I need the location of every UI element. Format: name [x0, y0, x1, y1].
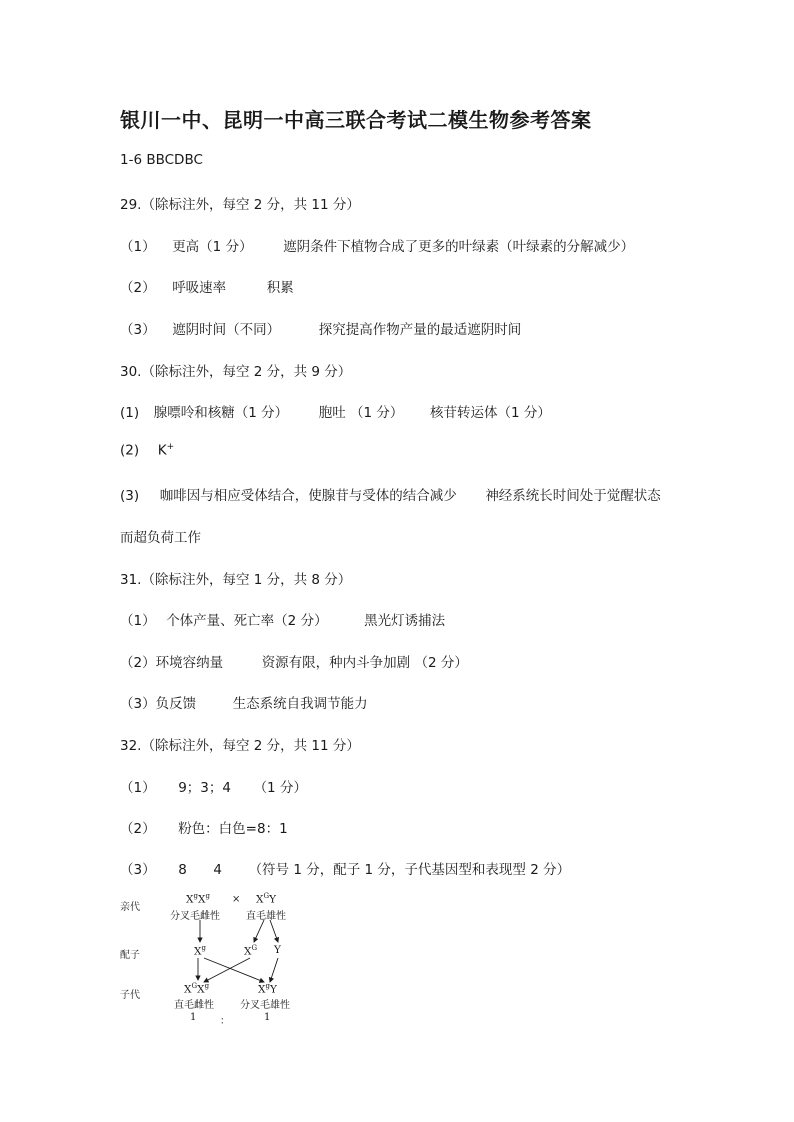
- answer-text: 核苷转运体（1 分）: [429, 405, 551, 421]
- gamete-xg: [194, 944, 206, 958]
- page-title: 银川一中、昆明一中高三联合考试二模生物参考答案: [120, 108, 592, 132]
- parent-male-phenotype: 直毛雄性: [246, 911, 286, 922]
- answer-text: （2）环境容纳量: [120, 655, 224, 671]
- ratio-left: 1: [190, 1012, 197, 1023]
- allele-sup: g: [205, 892, 210, 900]
- answer-number: (1): [120, 405, 140, 421]
- answer-text: 咖啡因与相应受体结合，使腺苷与受体的结合减少: [159, 488, 457, 504]
- answer-text: 个体产量、死亡率（2 分）: [166, 613, 328, 629]
- answer-text: 神经系统长时间处于觉醒状态: [485, 488, 661, 504]
- allele: X: [258, 983, 266, 996]
- answer-text: 积累: [266, 280, 294, 296]
- allele-sup: g: [201, 944, 206, 952]
- allele: Y: [269, 983, 277, 996]
- allele: Y: [269, 893, 277, 906]
- allele-sup: g: [265, 982, 270, 990]
- q30-answer-1: [120, 401, 551, 421]
- answer-number: (3): [120, 488, 140, 504]
- parent-female-phenotype: 分叉毛雌性: [170, 911, 220, 922]
- offspring-female-genotype: [184, 982, 209, 996]
- answer-text: 呼吸速率: [172, 280, 227, 296]
- offspring-male-genotype: [258, 982, 277, 996]
- arrow-gamete-offspring-3: [204, 958, 250, 982]
- arrow-gamete-offspring-4: [270, 958, 278, 982]
- label-gamete: 配子: [120, 950, 140, 961]
- answer-text: 腺嘌呤和核糖（1 分）: [153, 405, 289, 421]
- ratio-colon: ：: [220, 1016, 230, 1027]
- q30-answer-2: [120, 442, 174, 459]
- answer-text: （3）负反馈: [120, 696, 197, 712]
- answer-text: 遮阴时间（不同）: [172, 322, 281, 338]
- cross-symbol: ×: [232, 894, 241, 905]
- answer-text: K: [157, 442, 167, 459]
- superscript: +: [166, 442, 175, 452]
- allele: X: [197, 893, 206, 906]
- answer-text: 4: [213, 862, 222, 878]
- q31-answer-3: [120, 692, 368, 712]
- allele-sup: G: [251, 944, 258, 952]
- answer-number: （2）: [120, 821, 156, 837]
- q29-answer-1: [120, 235, 634, 255]
- q29-header: 29.（除标注外，每空 2 分，共 11 分）: [120, 197, 360, 213]
- q31-answer-2: [120, 651, 468, 671]
- answer-number: (2): [120, 442, 140, 459]
- answer-text: 探究提高作物产量的最适遮阴时间: [318, 322, 522, 338]
- arrow-male-gamete-xg: [254, 920, 264, 942]
- label-parent: 亲代: [120, 902, 140, 913]
- q29-answer-3: [120, 318, 521, 338]
- answer-text: 更高（1 分）: [172, 239, 253, 255]
- ratio-right: 1: [264, 1012, 271, 1023]
- answer-number: （1）: [120, 613, 156, 629]
- q32-answer-1: [120, 776, 307, 796]
- q29-answer-2: [120, 276, 294, 296]
- choice-answers: 1-6 BBCDBC: [120, 152, 203, 168]
- answer-text: （1 分）: [253, 780, 307, 796]
- allele: X: [244, 945, 252, 958]
- q30-answer-3: [120, 484, 661, 504]
- allele-sup: G: [263, 892, 270, 900]
- parent-male-genotype: [256, 892, 276, 906]
- allele-sup: g: [193, 892, 198, 900]
- q32-header: 32.（除标注外，每空 2 分，共 11 分）: [120, 738, 360, 754]
- answer-text: 粉色：白色=8：1: [178, 821, 288, 837]
- answer-text: 生态系统自我调节能力: [232, 696, 368, 712]
- gamete-y: Y: [274, 944, 281, 956]
- allele: X: [256, 893, 264, 906]
- answer-text: 黑光灯诱捕法: [364, 613, 446, 629]
- answer-text: 资源有限，种内斗争加剧 （2 分）: [261, 655, 468, 671]
- answer-number: （1）: [120, 239, 156, 255]
- offspring-male-phenotype: 分叉毛雄性: [240, 1000, 290, 1011]
- q30-header: 30.（除标注外，每空 2 分，共 9 分）: [120, 364, 352, 380]
- allele: X: [194, 945, 202, 958]
- allele-sup: g: [204, 982, 210, 990]
- allele: X: [197, 983, 205, 996]
- answer-text: 9；3；4: [178, 780, 231, 796]
- answer-text: 遮阴条件下植物合成了更多的叶绿素（叶绿素的分解减少）: [283, 239, 635, 255]
- answer-text: （符号 1 分，配子 1 分，子代基因型和表现型 2 分）: [248, 862, 571, 878]
- arrow-male-gamete-y: [270, 920, 278, 942]
- q32-answer-3: [120, 858, 570, 878]
- allele: X: [184, 983, 192, 996]
- answer-number: （2）: [120, 280, 156, 296]
- q31-answer-1: [120, 609, 445, 629]
- answer-number: （1）: [120, 780, 156, 796]
- genetic-cross-diagram: [118, 890, 318, 1030]
- answer-text: 胞吐 （1 分）: [318, 405, 404, 421]
- gamete-xG: [244, 944, 257, 958]
- q31-header: 31.（除标注外，每空 1 分，共 8 分）: [120, 572, 352, 588]
- answer-number: （3）: [120, 862, 156, 878]
- allele-sup: G: [191, 982, 198, 990]
- arrow-gamete-offspring-2: [204, 958, 264, 982]
- allele: X: [186, 893, 194, 906]
- label-offspring: 子代: [120, 990, 140, 1001]
- answer-text: 8: [178, 862, 187, 878]
- q32-answer-2: [120, 817, 288, 837]
- offspring-female-phenotype: 直毛雌性: [174, 1000, 214, 1011]
- answer-number: （3）: [120, 322, 156, 338]
- q30-answer-3-continued: 而超负荷工作: [120, 530, 201, 546]
- parent-female-genotype: [186, 892, 210, 906]
